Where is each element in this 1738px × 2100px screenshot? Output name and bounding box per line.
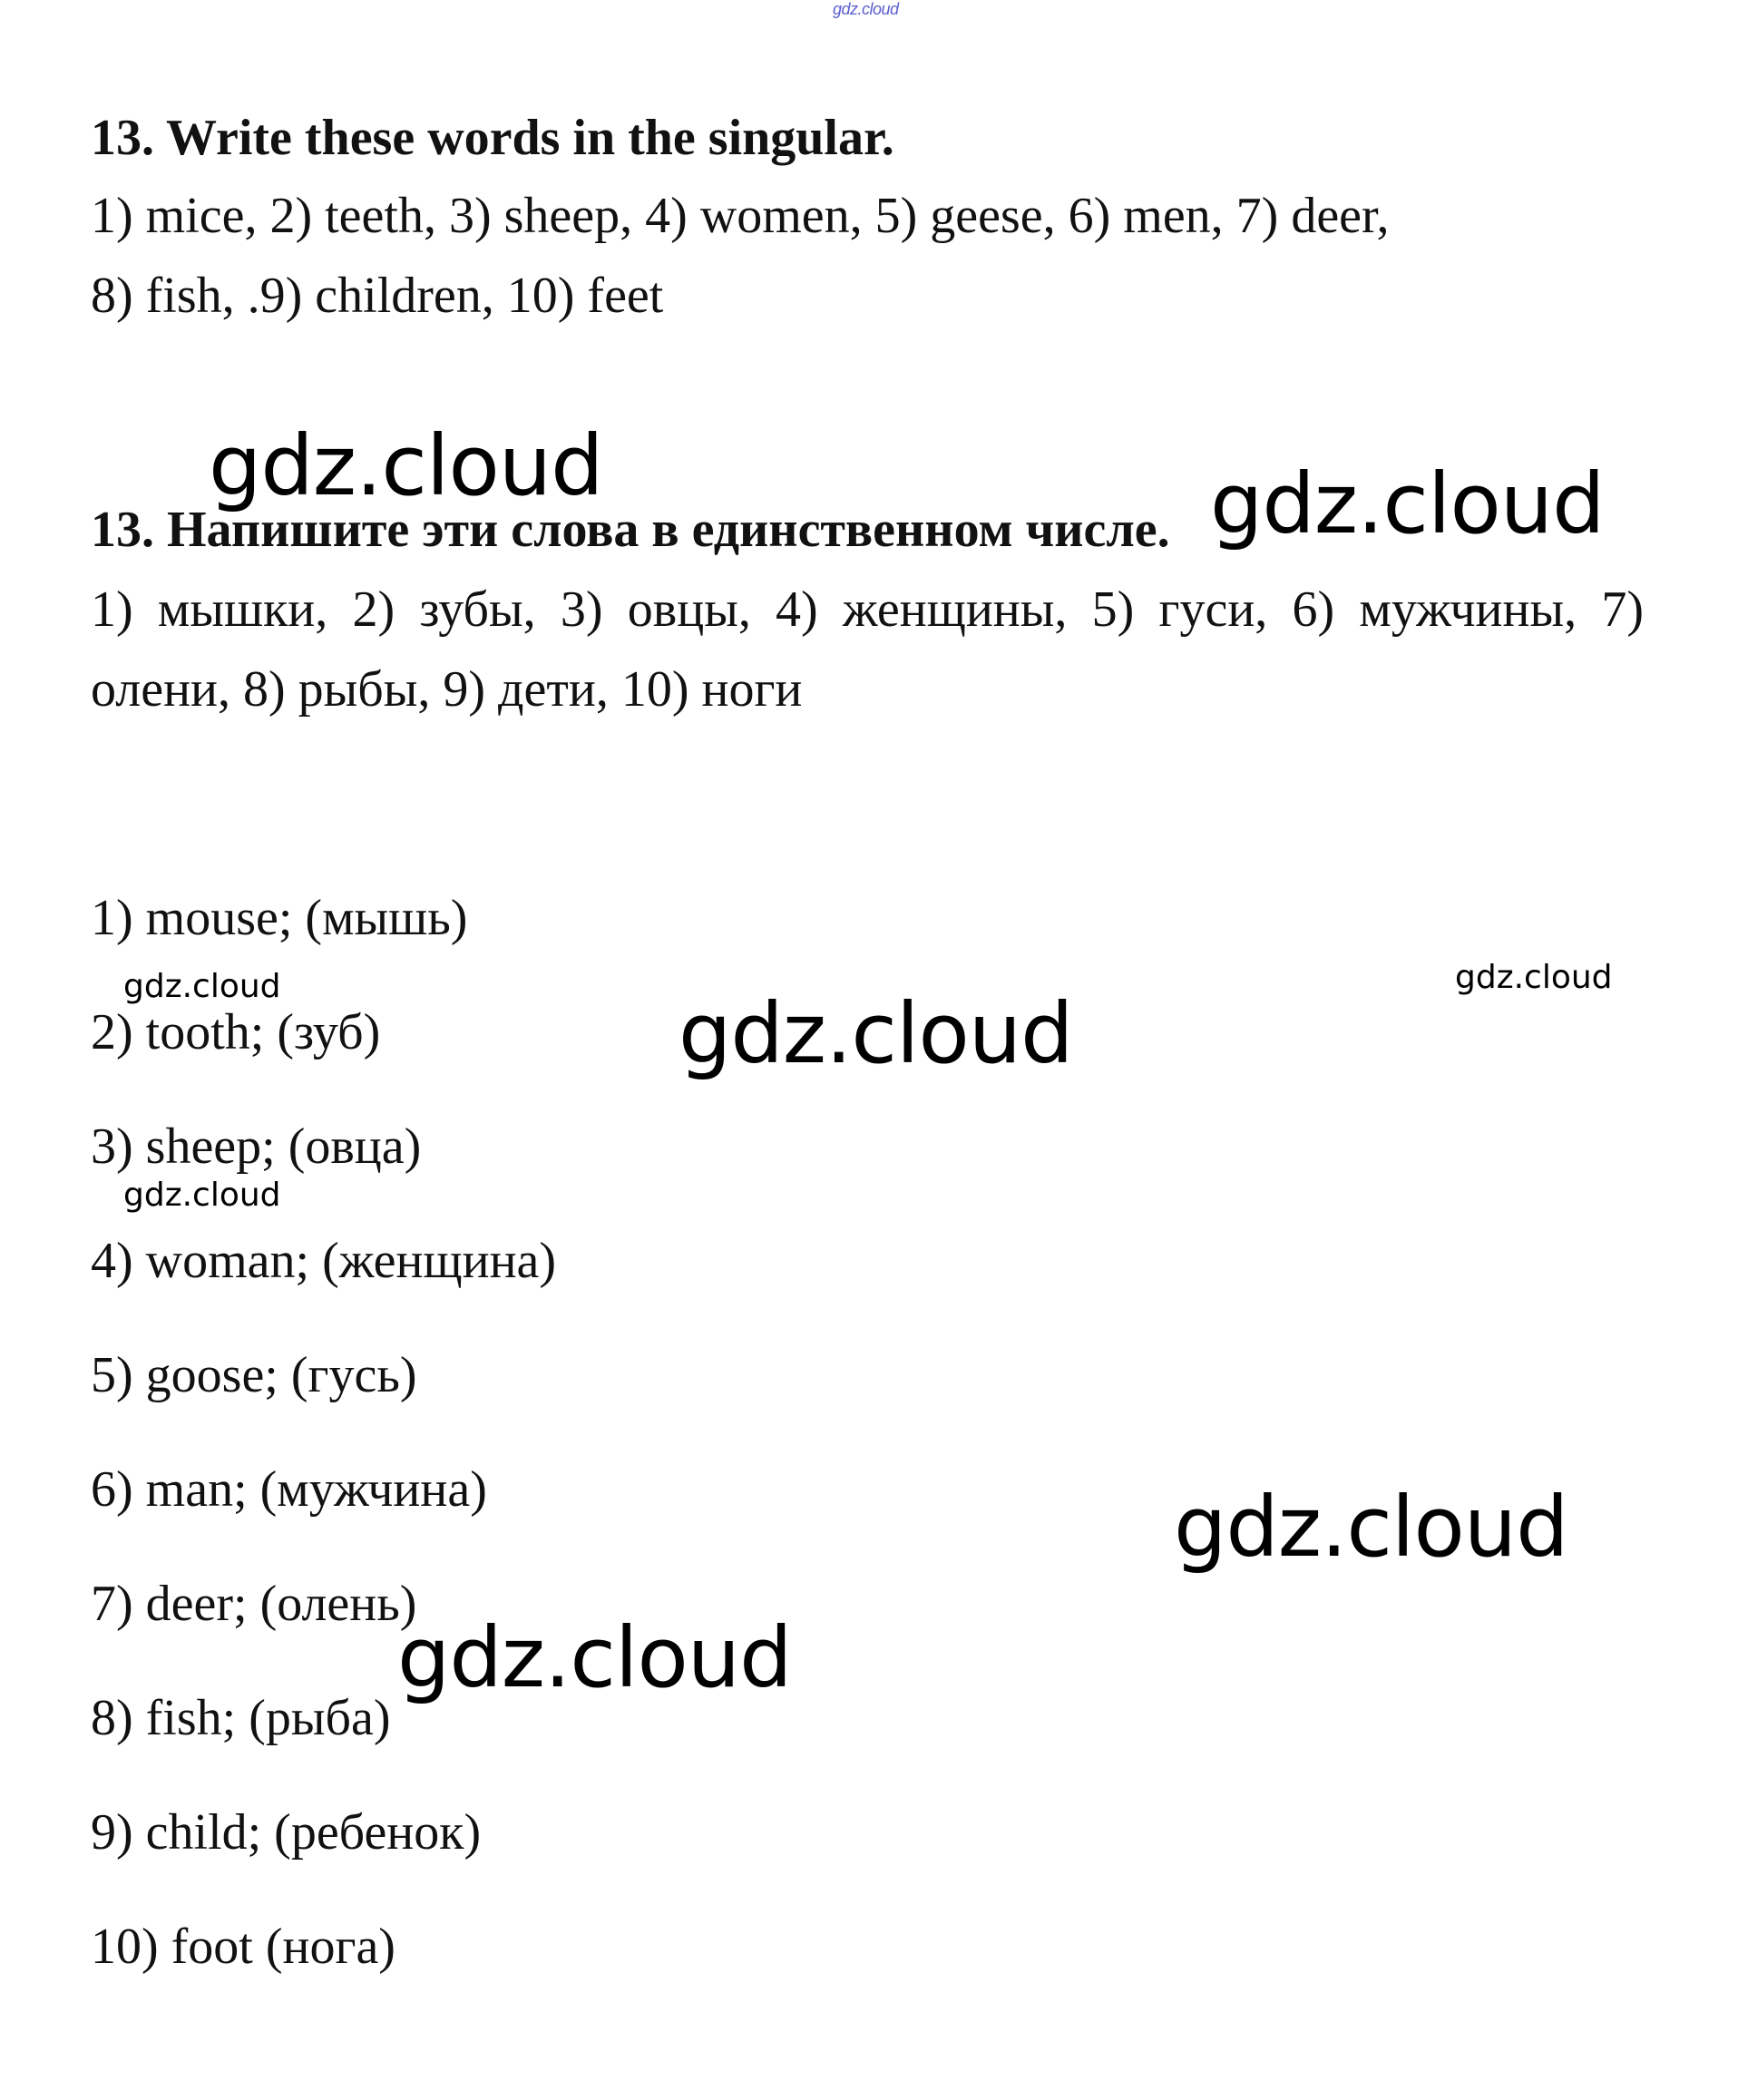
exercise-title-ru: 13. Напишите эти слова в единственном числе. [91, 502, 1170, 558]
watermark: gdz.cloud [1455, 959, 1613, 996]
exercise-words-en-line-1: 1) mice, 2) teeth, 3) sheep, 4) women, 5) geese, 6) men, 7) deer, [91, 188, 1390, 244]
answer-item: 3) sheep; (овца) [91, 1118, 422, 1175]
watermark: gdz.cloud [397, 1609, 792, 1706]
answer-item: 7) deer; (олень) [91, 1576, 417, 1632]
answer-item: 10) foot (нога) [91, 1919, 395, 1975]
watermark: gdz.cloud [209, 417, 603, 514]
answer-item: 6) man; (мужчина) [91, 1461, 487, 1518]
answer-item: 4) woman; (женщина) [91, 1233, 557, 1289]
exercise-title-en: 13. Write these words in the singular. [91, 110, 894, 166]
watermark: gdz.cloud [1174, 1479, 1568, 1576]
answer-item: 9) child; (ребенок) [91, 1804, 482, 1861]
exercise-words-ru-line-1: 1) мышки, 2) зубы, 3) овцы, 4) женщины, 5) гуси, 6) мужчины, 7) [91, 581, 1644, 638]
watermark: gdz.cloud [123, 968, 281, 1005]
answer-item: 8) fish; (рыба) [91, 1690, 391, 1746]
exercise-words-en-line-2: 8) fish, .9) children, 10) feet [91, 268, 664, 324]
watermark: gdz.cloud [123, 1177, 281, 1214]
watermark: gdz.cloud [1210, 455, 1605, 552]
answer-item: 2) tooth; (зуб) [91, 1004, 381, 1060]
top-watermark: gdz.cloud [833, 0, 899, 18]
watermark: gdz.cloud [679, 985, 1073, 1082]
answer-item: 1) mouse; (мышь) [91, 890, 468, 946]
answer-item: 5) goose; (гусь) [91, 1347, 417, 1403]
exercise-words-ru-line-2: олени, 8) рыбы, 9) дети, 10) ноги [91, 661, 803, 718]
